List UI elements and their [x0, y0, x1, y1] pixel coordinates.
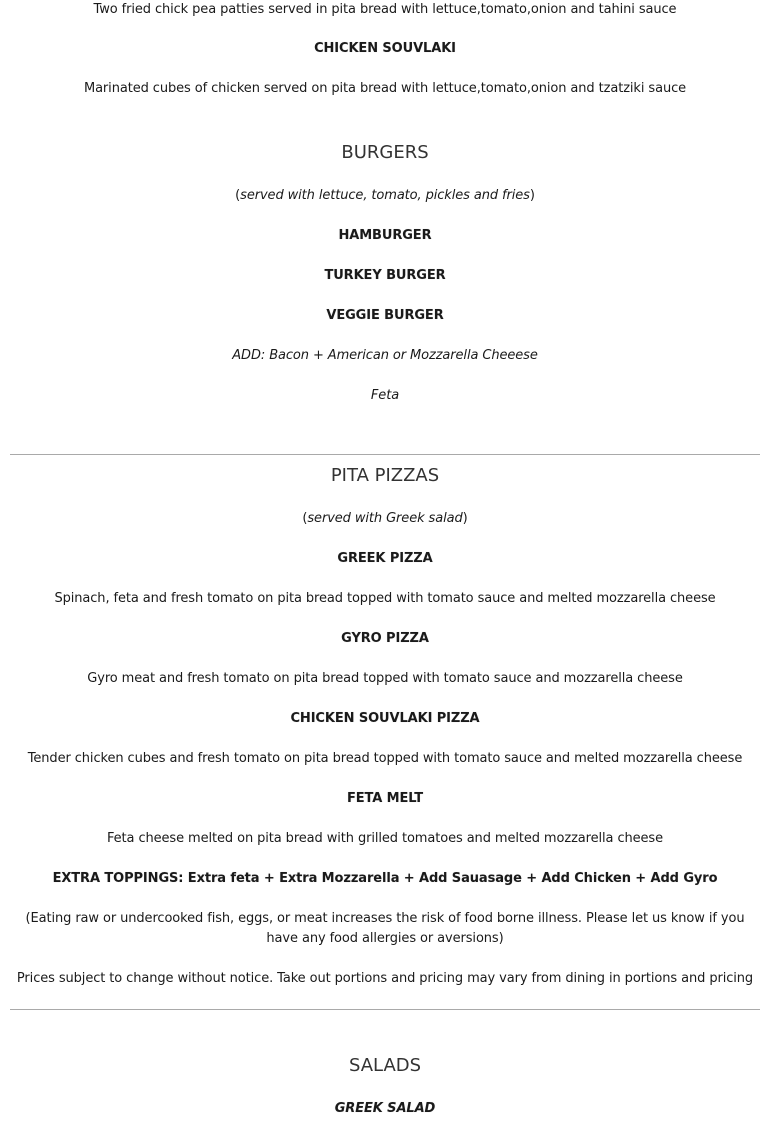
- veggie-burger-title: VEGGIE BURGER: [326, 308, 444, 323]
- chicken-souvlaki-pizza-description: Tender chicken cubes and fresh tomato on pita bread topped with tomato sauce and melted mozzarella cheese: [27, 751, 743, 766]
- burgers-note: (served with lettuce, tomato, pickles and fries): [235, 188, 535, 203]
- greek-pizza-title: GREEK PIZZA: [337, 551, 433, 566]
- extra-toppings: EXTRA TOPPINGS: Extra feta + Extra Mozzarella + Add Sauasage + Add Chicken + Add Gyro: [52, 871, 718, 886]
- chicken-souvlaki-description: Marinated cubes of chicken served on pita bread with lettuce,tomato,onion and tzatziki sauce: [83, 81, 687, 96]
- hamburger-title: HAMBURGER: [338, 228, 432, 243]
- feta-melt-description: Feta cheese melted on pita bread with grilled tomatoes and melted mozzarella cheese: [106, 831, 663, 846]
- chicken-souvlaki-pizza-title: CHICKEN SOUVLAKI PIZZA: [290, 711, 480, 726]
- burgers-heading: BURGERS: [341, 142, 429, 163]
- prices-note: Prices subject to change without notice. Take out portions and pricing may vary from dining in portions and pricing: [16, 971, 754, 986]
- salads-heading: SALADS: [348, 1055, 422, 1076]
- burger-feta-add-on: Feta: [370, 388, 400, 403]
- gyro-pizza-title: GYRO PIZZA: [341, 631, 429, 646]
- food-safety-disclaimer: (Eating raw or undercooked fish, eggs, or meat increases the risk of food borne illness. Please let us know if you have any food allergies or aversions): [25, 911, 745, 946]
- chicken-souvlaki-title: CHICKEN SOUVLAKI: [314, 41, 456, 56]
- falafel-description: Two fried chick pea patties served in pita bread with lettuce,tomato,onion and tahini sauce: [93, 2, 677, 17]
- section-divider: [10, 454, 760, 455]
- pita-pizzas-heading: PITA PIZZAS: [330, 465, 440, 486]
- greek-salad-title: GREEK SALAD: [334, 1101, 436, 1116]
- section-divider: [10, 1009, 760, 1010]
- burger-add-ons: ADD: Bacon + American or Mozzarella Cheeese: [232, 348, 538, 363]
- gyro-pizza-description: Gyro meat and fresh tomato on pita bread topped with tomato sauce and mozzarella cheese: [87, 671, 683, 686]
- turkey-burger-title: TURKEY BURGER: [324, 268, 446, 283]
- pita-pizzas-note: (served with Greek salad): [302, 511, 468, 526]
- feta-melt-title: FETA MELT: [346, 791, 424, 806]
- greek-pizza-description: Spinach, feta and fresh tomato on pita bread topped with tomato sauce and melted mozzarella cheese: [54, 591, 716, 606]
